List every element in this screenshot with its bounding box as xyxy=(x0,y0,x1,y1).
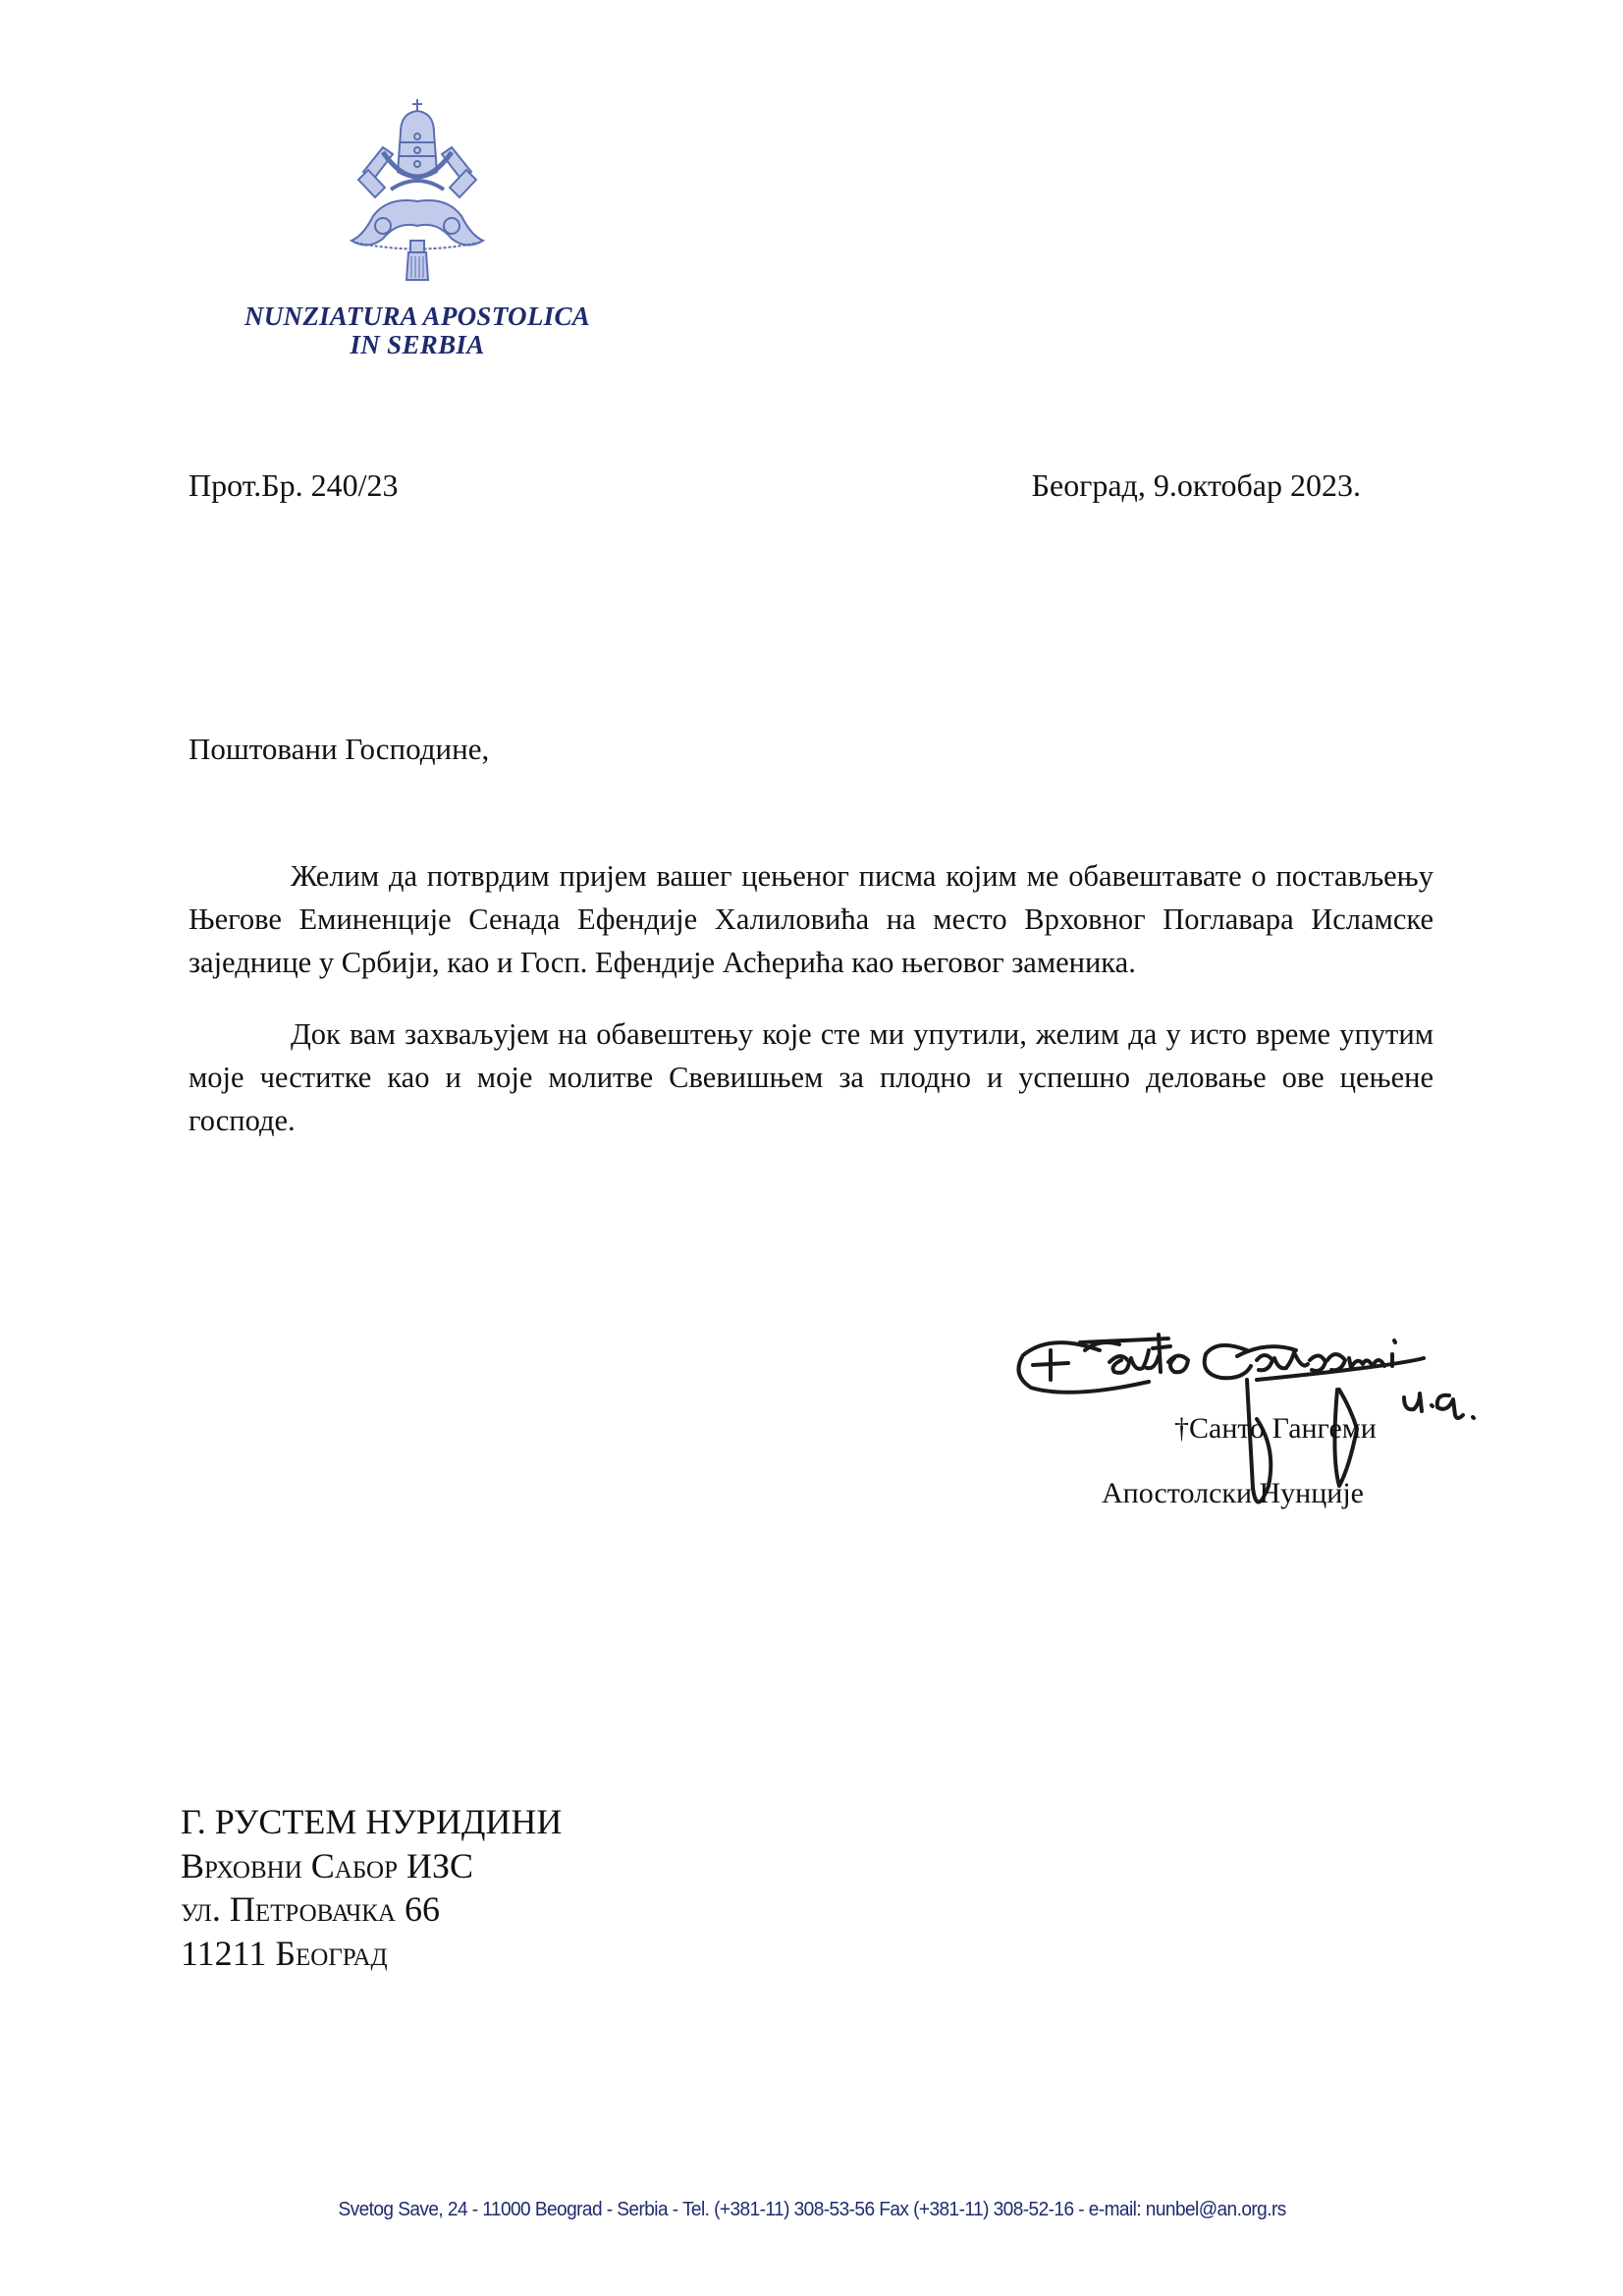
place-and-date: Београд, 9.октобар 2023. xyxy=(1031,467,1361,503)
signatory-title: Апостолски Нунције xyxy=(1102,1477,1364,1509)
recipient-line: 11211 Београд xyxy=(181,1933,388,1973)
salutation: Поштовани Господине, xyxy=(189,732,490,766)
organization-line-1: NUNZIATURA APOSTOLICA xyxy=(243,301,591,331)
protocol-number: Прот.Бр. 240/23 xyxy=(189,467,399,503)
body-paragraph: Док вам захваљујем на обавештењу које сте ми упутили, желим да у исто време упутим моје честитке као и моје молитве Свевишњем за плодно и успешно деловање ове цењене господе. xyxy=(189,1017,1434,1137)
papal-emblem-icon xyxy=(344,93,491,285)
footer-contact: Svetog Save, 24 - 11000 Beograd - Serbia - Tel. (+381-11) 308-53-56 Fax (+381-11) 308-52-16 - e-mail: nunbel@an.org.rs xyxy=(338,2198,1286,2220)
organization-line-2: IN SERBIA xyxy=(350,330,485,359)
recipient-line: Врховни Сабор ИЗС xyxy=(181,1845,474,1886)
organization-name xyxy=(196,302,638,359)
recipient-address xyxy=(181,1800,562,1975)
recipient-line: ул. Петровачка 66 xyxy=(181,1889,440,1929)
recipient-line: Г. РУСТЕМ НУРИДИНИ xyxy=(181,1802,563,1841)
letter-body xyxy=(189,854,1434,1171)
body-paragraph: Желим да потврдим пријем вашег цењеног писма којим ме обавештавате о постављењу Његове Еминенције Сенада Ефендије Халиловића на место Врховног Поглавара Исламске заједнице у Србији, као и Госп. Ефендије Асћерића као његовог заменика. xyxy=(189,859,1434,979)
signatory-name: †Санто Гангеми xyxy=(1174,1412,1377,1445)
